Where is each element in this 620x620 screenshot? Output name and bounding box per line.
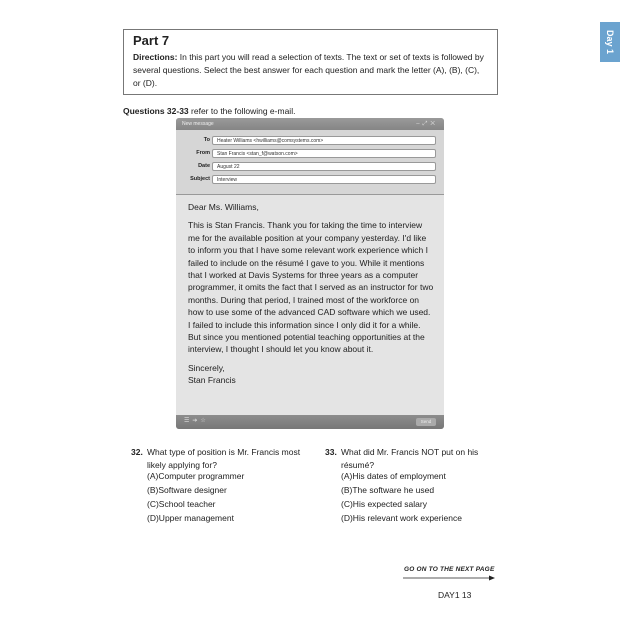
subject-field[interactable]: Interview xyxy=(212,175,436,184)
questions-ref-text: refer to the following e-mail. xyxy=(188,106,296,116)
option-b: (B)The software he used xyxy=(341,485,435,495)
directions-label: Directions: xyxy=(133,52,178,62)
email-body[interactable] xyxy=(176,195,444,415)
email-window-title: New message xyxy=(182,121,214,127)
star-icon[interactable]: ☆ xyxy=(200,418,209,424)
maximize-icon[interactable]: ⤢ xyxy=(422,121,431,127)
option-a: (A)Computer programmer xyxy=(147,471,245,481)
page-number: DAY1 13 xyxy=(438,590,472,600)
part-directions-box xyxy=(123,29,498,95)
questions-reference xyxy=(123,106,295,116)
directions xyxy=(133,51,488,90)
close-icon[interactable]: ✕ xyxy=(430,121,438,127)
option-c: (C)His expected salary xyxy=(341,499,427,509)
subject-label: Subject xyxy=(190,176,210,182)
window-controls xyxy=(416,118,438,130)
menu-icon[interactable]: ☰ xyxy=(184,418,193,424)
option-d: (D)His relevant work experience xyxy=(341,513,462,523)
send-button[interactable]: Send xyxy=(416,418,436,426)
arrow-right-icon xyxy=(403,575,495,581)
email-closing: Sincerely, xyxy=(188,362,225,373)
email-footer-toolbar xyxy=(176,415,444,429)
date-row xyxy=(176,162,444,172)
to-field[interactable]: Heater Williams <hwilliams@comsystems.com> xyxy=(212,136,436,145)
from-row xyxy=(176,149,444,159)
email-header-fields xyxy=(176,130,444,195)
footer-icons xyxy=(184,417,209,424)
from-label: From xyxy=(196,150,210,156)
part-title: Part 7 xyxy=(133,33,170,48)
date-label: Date xyxy=(198,163,210,169)
minimize-icon[interactable]: – xyxy=(416,121,423,127)
to-label: To xyxy=(203,137,210,143)
email-salutation: Dear Ms. Williams, xyxy=(188,202,259,212)
subject-row xyxy=(176,175,444,185)
question-text: What type of position is Mr. Francis most likely applying for? xyxy=(147,447,301,470)
email-body-paragraph: This is Stan Francis. Thank you for taking the time to interview me for the available position at your company yesterday. I'd like to inform you that I have some relevant work experience which I failed to include on the résumé I gave to you. While it mentions that I worked at Davis Systems for three years as a computer programmer, it omits the fact that I served as an instructor for two months. During that period, I trained most of the workforce on how to use some of the advanced CAD software which we used. I failed to include this information since I only did it for a while. But since you mentioned potential teaching opportunities at the interview, I thought I should let you know about it. xyxy=(188,220,434,355)
option-c: (C)School teacher xyxy=(147,499,216,509)
day-tab xyxy=(600,22,620,62)
day-tab-label: Day 1 xyxy=(605,29,615,55)
question-33 xyxy=(325,446,505,536)
option-d: (D)Upper management xyxy=(147,513,234,523)
option-a: (A)His dates of employment xyxy=(341,471,446,481)
next-page-prompt: GO ON TO THE NEXT PAGE xyxy=(404,566,495,573)
directions-text: In this part you will read a selection of texts. The text or set of texts is followed by several questions. Select the best answer for each question and mark the letter (A), (B), (C), or (D). xyxy=(133,52,484,88)
question-number: 33. xyxy=(325,447,337,457)
option-b: (B)Software designer xyxy=(147,485,227,495)
date-field[interactable]: August 22 xyxy=(212,162,436,171)
question-number: 32. xyxy=(131,447,143,457)
email-window xyxy=(176,118,444,429)
questions-range: Questions 32-33 xyxy=(123,106,189,116)
forward-icon[interactable]: ➔ xyxy=(192,418,201,424)
from-field[interactable]: Stan Francis <stan_f@watson.com> xyxy=(212,149,436,158)
question-text: What did Mr. Francis NOT put on his résumé? xyxy=(341,447,479,470)
email-signature: Stan Francis xyxy=(188,375,236,386)
question-32 xyxy=(131,446,311,536)
email-titlebar xyxy=(176,118,444,130)
to-row xyxy=(176,136,444,146)
